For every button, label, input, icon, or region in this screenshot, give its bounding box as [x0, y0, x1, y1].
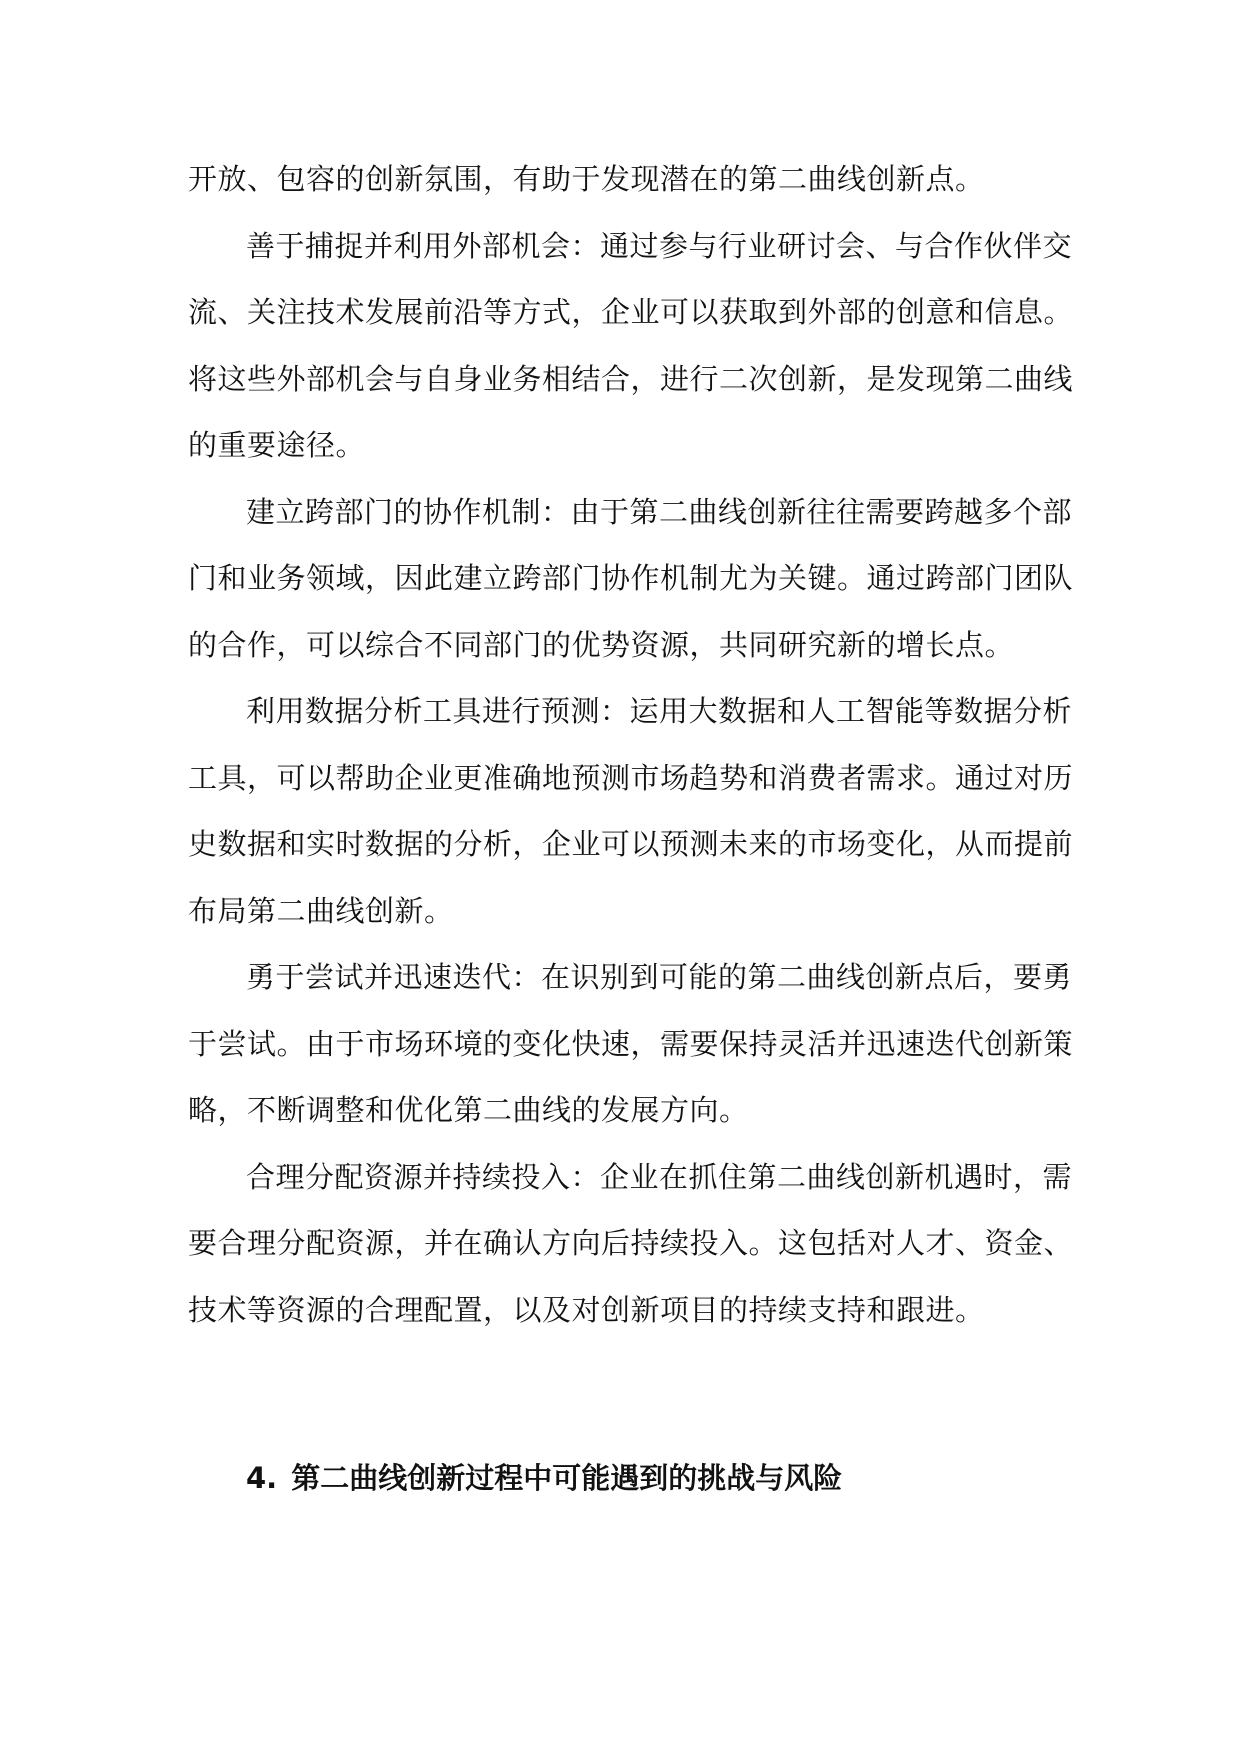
text-line: 流、关注技术发展前沿等方式，企业可以获取到外部的创意和信息。	[188, 295, 1074, 329]
text-line: 开放、包容的创新氛围，有助于发现潜在的第二曲线创新点。	[188, 162, 985, 196]
paragraph-first-line: 建立跨部门的协作机制：由于第二曲线创新往往需要跨越多个部	[246, 494, 1073, 529]
text-line: 门和业务领域，因此建立跨部门协作机制尤为关键。通过跨部门团队	[188, 561, 1074, 595]
text-line: 的重要途径。	[188, 428, 366, 462]
text-line: 于尝试。由于市场环境的变化快速，需要保持灵活并迅速迭代创新策	[188, 1026, 1074, 1061]
paragraph-first-line: 勇于尝试并迅速迭代：在识别到可能的第二曲线创新点后，要勇	[246, 960, 1073, 994]
text-line: 要合理分配资源，并在确认方向后持续投入。这包括对人才、资金、	[188, 1226, 1074, 1260]
text-line: 略，不断调整和优化第二曲线的发展方向。	[188, 1093, 749, 1127]
text-line: 布局第二曲线创新。	[188, 893, 454, 928]
text-line: 的合作，可以综合不同部门的优势资源，共同研究新的增长点。	[188, 627, 1015, 662]
section-title: 第二曲线创新过程中可能遇到的挑战与风险	[291, 1461, 843, 1495]
text-line: 工具，可以帮助企业更准确地预测市场趋势和消费者需求。通过对历	[188, 760, 1074, 795]
body-text	[188, 146, 1074, 1343]
text-line: 技术等资源的合理配置，以及对创新项目的持续支持和跟进。	[188, 1292, 985, 1327]
paragraph-first-line: 利用数据分析工具进行预测：运用大数据和人工智能等数据分析	[246, 694, 1073, 728]
paragraph-first-line: 善于捕捉并利用外部机会：通过参与行业研讨会、与合作伙伴交	[246, 228, 1073, 263]
text-line: 将这些外部机会与自身业务相结合，进行二次创新，是发现第二曲线	[188, 361, 1074, 396]
section-number: 4.	[246, 1461, 278, 1495]
section-heading	[246, 1453, 1046, 1503]
text-line: 史数据和实时数据的分析，企业可以预测未来的市场变化，从而提前	[188, 827, 1074, 861]
paragraph-first-line: 合理分配资源并持续投入：企业在抓住第二曲线创新机遇时，需	[246, 1159, 1073, 1194]
